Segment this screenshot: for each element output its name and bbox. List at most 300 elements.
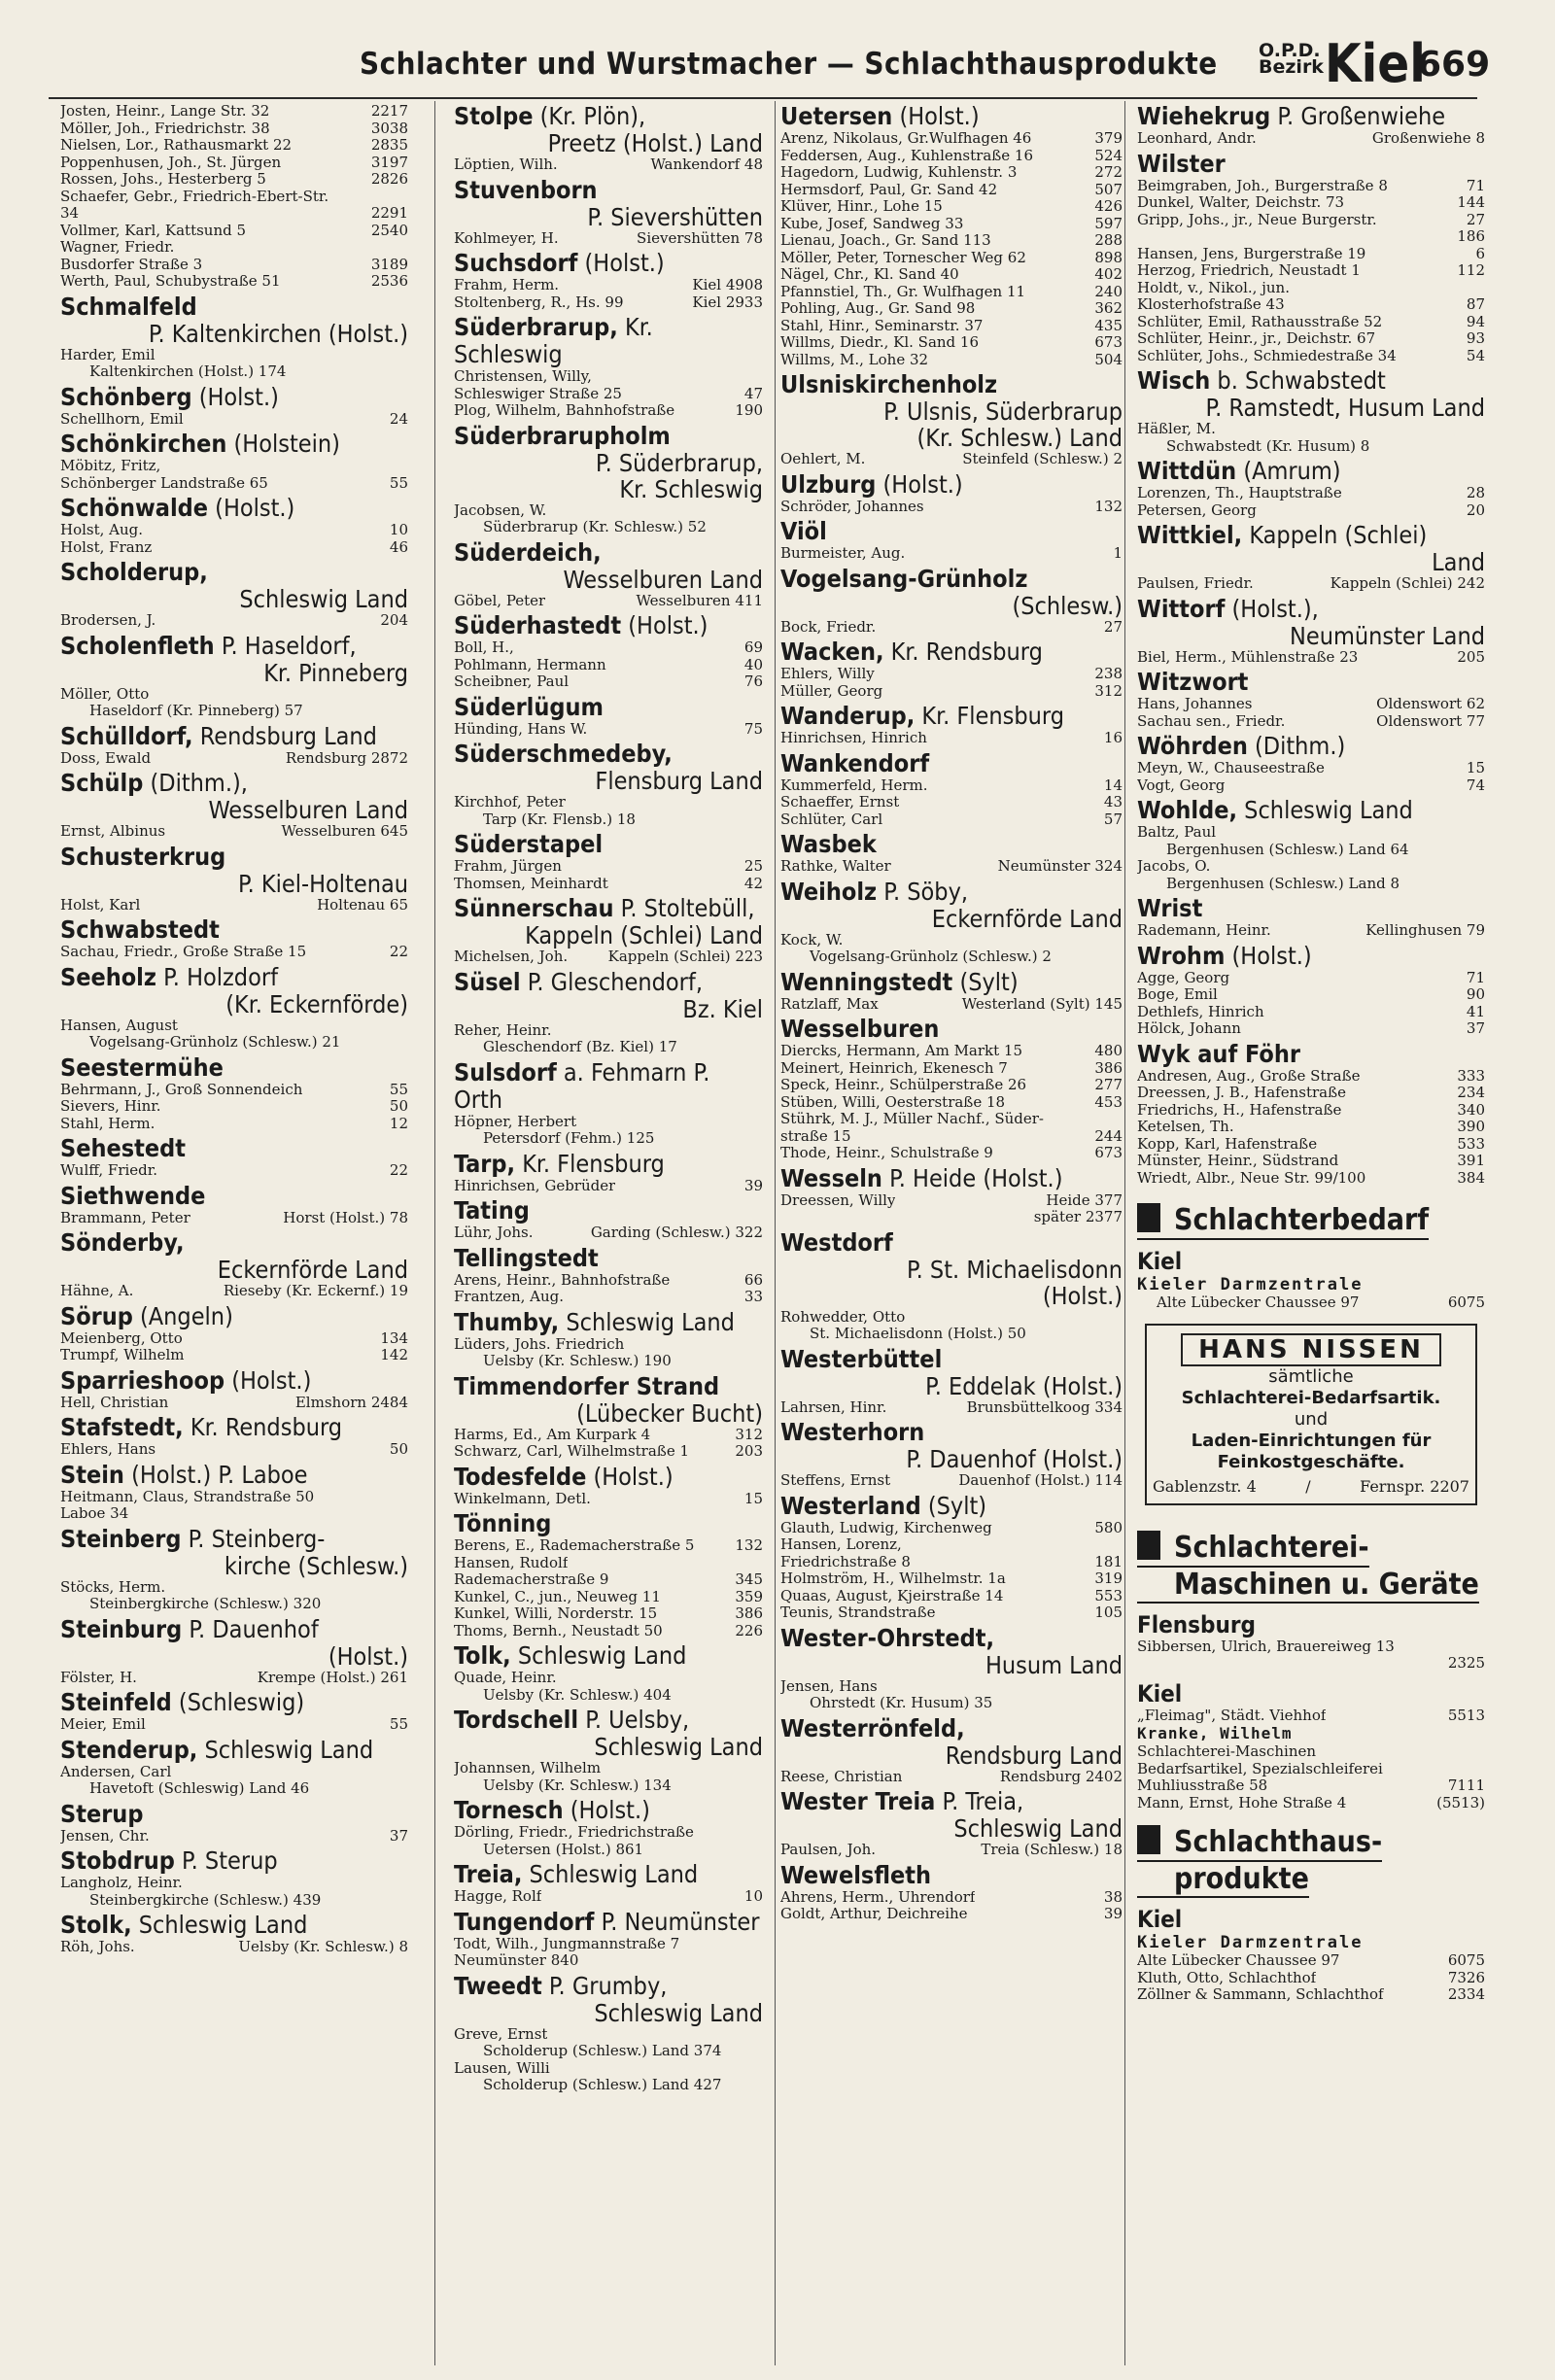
place-heading <box>60 1616 408 1643</box>
entry-phone: 7326 <box>1447 1968 1485 1986</box>
region-city: Kiel <box>1325 33 1426 94</box>
list-item <box>454 1272 763 1290</box>
place-heading <box>454 1861 763 1888</box>
entry-name: Uelsby (Kr. Schlesw.) 190 <box>483 1353 672 1369</box>
list-item <box>1137 1638 1485 1656</box>
entry-phone: Treia (Schlesw.) 18 <box>981 1841 1123 1858</box>
entry-name: Vogelsang-Grünholz (Schlesw.) 2 <box>810 949 1052 965</box>
entry-name: Schellhorn, Emil <box>60 410 184 428</box>
entry-name: Hermsdorf, Paul, Gr. Sand 42 <box>780 181 998 198</box>
list-item <box>60 1596 408 1613</box>
place-name: Wesseln <box>780 1163 882 1192</box>
entry-phone: 319 <box>1094 1569 1123 1587</box>
entry-phone <box>757 1760 763 1777</box>
entry-name: Meienberg, Otto <box>60 1329 183 1347</box>
place-heading <box>60 495 408 522</box>
list-item <box>60 1716 408 1734</box>
entry-phone: 288 <box>1094 231 1123 249</box>
entry-phone <box>402 1018 408 1035</box>
place-name: Tornesch <box>454 1796 564 1824</box>
place-heading <box>454 314 763 368</box>
place-qualifier: Schleswig Land <box>197 1735 374 1764</box>
list-item <box>454 1777 763 1795</box>
list-item <box>780 730 1123 747</box>
entry-phone: 203 <box>735 1442 763 1460</box>
list-item <box>454 1623 763 1640</box>
place-heading <box>780 103 1123 130</box>
place-name: Tungendorf <box>454 1907 595 1936</box>
list-item <box>60 1579 408 1597</box>
entry-name: Brodersen, J. <box>60 612 156 629</box>
entry-phone: 39 <box>743 1176 763 1194</box>
place-entry <box>454 1973 763 2094</box>
list-item <box>454 1842 763 1859</box>
city-heading: Kiel <box>1137 1679 1183 1707</box>
place-subheading: Bz. Kiel <box>682 994 763 1023</box>
list-item <box>780 300 1123 318</box>
entry-name: Klosterhofstraße 43 <box>1137 296 1285 313</box>
page-header <box>58 33 1497 94</box>
entry-name: Rademann, Heinr. <box>1137 922 1271 939</box>
entry-name: Bergenhusen (Schlesw.) Land 8 <box>1166 875 1400 892</box>
place-name: Steinberg <box>60 1524 182 1553</box>
entry-name: Ohrstedt (Kr. Husum) 35 <box>810 1695 993 1711</box>
place-qualifier: P. Gleschendorf, <box>520 967 703 996</box>
entry-phone: Rieseby (Kr. Eckernf.) 19 <box>223 1282 408 1299</box>
place-name: Westerbüttel <box>780 1344 943 1373</box>
entry-name: Boge, Emil <box>1137 986 1218 1003</box>
entry-phone: 181 <box>1094 1552 1123 1570</box>
place-qualifier: Kr. Flensburg <box>515 1149 665 1178</box>
bezirk-label: Bezirk <box>1259 56 1324 78</box>
entry-name: Hähne, A. <box>60 1283 134 1299</box>
list-item <box>60 1670 408 1687</box>
place-heading <box>454 250 763 277</box>
place-heading <box>60 384 408 411</box>
place-entry <box>454 1309 763 1370</box>
list-item <box>780 858 1123 876</box>
list-item <box>780 1842 1123 1859</box>
entry-phone <box>402 703 408 720</box>
entry-name: Doss, Ewald <box>60 749 152 767</box>
list-item <box>60 1780 408 1798</box>
entry-phone: Kiel 2933 <box>692 293 763 311</box>
place-entry <box>60 1229 408 1300</box>
place-entry <box>780 471 1123 516</box>
entry-phone: später 2377 <box>1033 1208 1123 1225</box>
list-item <box>60 1210 408 1227</box>
entry-name: Uelsby (Kr. Schlesw.) 134 <box>483 1776 672 1794</box>
list-item <box>1137 228 1485 246</box>
entry-name: Hinrichsen, Hinrich <box>780 730 927 746</box>
entry-name: Wriedt, Albr., Neue Str. 99/100 <box>1137 1169 1366 1187</box>
place-subheading: Eckernförde Land <box>217 1256 408 1284</box>
entry-phone: 524 <box>1094 146 1123 164</box>
place-entry <box>780 831 1123 876</box>
place-subheading: Wesselburen Land <box>208 796 408 824</box>
entry-phone <box>757 1842 763 1859</box>
place-heading <box>780 566 1123 593</box>
place-name: Süderlügum <box>454 692 604 721</box>
place-name: Schülp <box>60 769 144 797</box>
list-item <box>1137 348 1485 365</box>
list-item <box>60 155 408 172</box>
place-entry <box>454 103 763 174</box>
place-name: Stenderup, <box>60 1735 198 1764</box>
entry-phone: Kiel 4908 <box>692 276 763 293</box>
list-item <box>60 1441 408 1459</box>
entry-name: Stahl, Herm. <box>60 1115 156 1132</box>
list-item <box>1137 1068 1485 1086</box>
place-name: Wankendorf <box>780 748 930 777</box>
place-entry <box>454 895 763 966</box>
entry-phone: 205 <box>1457 647 1485 666</box>
entry-phone: 74 <box>1466 776 1485 794</box>
entry-phone: 27 <box>1103 617 1123 636</box>
list-item <box>60 347 408 364</box>
list-item <box>780 451 1123 468</box>
list-item <box>780 284 1123 301</box>
entry-name: Thoms, Bernh., Neustadt 50 <box>454 1622 663 1639</box>
place-entry <box>60 384 408 429</box>
place-heading <box>780 1715 1123 1742</box>
entry-name: Vogelsang-Grünholz (Schlesw.) 21 <box>89 1034 341 1051</box>
entry-name: Hinrichsen, Gebrüder <box>454 1177 616 1194</box>
entry-phone: Kellinghusen 79 <box>1365 921 1485 939</box>
place-entry <box>60 495 408 556</box>
place-entry <box>1137 151 1485 365</box>
place-heading <box>60 723 408 750</box>
place-name: Wittdün <box>1137 457 1237 485</box>
place-heading <box>780 969 1123 996</box>
entry-phone: 57 <box>1103 810 1123 828</box>
place-qualifier: P. Söby, <box>877 877 969 906</box>
place-qualifier: Kr. Schleswig <box>454 313 653 368</box>
entry-name: Leonhard, Andr. <box>1137 130 1257 147</box>
place-subheading: P. Eddelak (Holst.) <box>925 1371 1123 1400</box>
list-item <box>60 1395 408 1412</box>
column-divider <box>1124 101 1125 2365</box>
list-item <box>1137 330 1485 348</box>
list-item <box>454 1687 763 1705</box>
place-name: Tating <box>454 1196 530 1224</box>
entry-phone: 94 <box>1466 312 1485 330</box>
entry-phone <box>757 794 763 811</box>
place-subheading: (Kr. Schlesw.) Land <box>916 424 1123 452</box>
list-item <box>780 216 1123 233</box>
list-item <box>60 103 408 121</box>
place-name: Viöl <box>780 517 827 545</box>
place-heading <box>454 1510 763 1537</box>
place-heading <box>60 964 408 991</box>
entry-phone: 504 <box>1094 350 1123 368</box>
place-name: Seeholz <box>60 962 156 991</box>
place-heading <box>60 770 408 797</box>
list-item <box>1137 1119 1485 1136</box>
place-entry <box>780 518 1123 563</box>
section-heading-maschinen-2: Maschinen u. Geräte <box>1137 1568 1479 1604</box>
entry-name: Steinbergkirche (Schlesw.) 320 <box>89 1596 322 1612</box>
list-item <box>1137 212 1485 229</box>
entry-name: Häßler, M. <box>1137 421 1216 437</box>
list-item <box>1137 649 1485 667</box>
place-subheading: Kr. Schleswig <box>619 474 763 503</box>
entry-phone: 22 <box>389 943 408 960</box>
entry-name: Ehlers, Hans <box>60 1441 156 1458</box>
place-name: Süsel <box>454 967 521 996</box>
place-entry <box>1137 367 1485 455</box>
entry-name: Burmeister, Aug. <box>780 545 906 562</box>
list-item <box>454 2060 763 2078</box>
entry-name: Bock, Friedr. <box>780 618 877 636</box>
place-name: Schönberg <box>60 382 192 411</box>
place-heading <box>780 703 1123 730</box>
list-item <box>1137 485 1485 502</box>
entry-phone: (5513) <box>1436 1793 1485 1811</box>
list-item <box>780 1399 1123 1417</box>
entry-phone: 507 <box>1094 180 1123 198</box>
entry-phone: Rendsburg 2872 <box>285 748 408 767</box>
list-item <box>454 156 763 174</box>
entry-name: Busdorfer Straße 3 <box>60 256 203 273</box>
list-item <box>60 171 408 189</box>
place-entry <box>780 566 1123 637</box>
entry-phone: 50 <box>389 1097 408 1115</box>
entry-name: Meinert, Heinrich, Ekenesch 7 <box>780 1059 1008 1077</box>
place-entry <box>1137 669 1485 730</box>
entry-phone: Sievershütten 78 <box>637 228 763 247</box>
place-name: Wacken, <box>780 638 884 666</box>
entry-name: Reher, Heinr. <box>454 1021 552 1039</box>
entry-phone: 597 <box>1094 214 1123 232</box>
entry-name: Holmström, H., Wilhelmstr. 1a <box>780 1570 1006 1587</box>
column-3 <box>780 103 1123 2377</box>
entry-phone: 5513 <box>1447 1706 1485 1724</box>
entry-phone: Wankendorf 48 <box>650 155 763 173</box>
entry-phone: Wesselburen 645 <box>281 822 408 840</box>
list-item <box>60 1098 408 1116</box>
place-heading <box>60 1054 408 1082</box>
list-item <box>454 294 763 312</box>
entry-phone: 47 <box>743 384 763 402</box>
entry-phone <box>1479 438 1485 456</box>
place-entry <box>60 431 408 492</box>
entry-phone: Heide 377 <box>1046 1190 1123 1209</box>
list-item <box>454 2077 763 2094</box>
entry-name: straße 15 <box>780 1127 851 1145</box>
list-item <box>454 1491 763 1508</box>
place-heading <box>454 103 763 130</box>
place-heading <box>780 1493 1123 1520</box>
entry-phone: Kappeln (Schlei) 223 <box>607 948 763 965</box>
list-item <box>780 683 1123 701</box>
entry-phone: 42 <box>743 874 763 892</box>
entry-name: Rademacherstraße 9 <box>454 1571 609 1588</box>
ad-firm-name: HANS NISSEN <box>1181 1333 1441 1366</box>
entry-name: Steinbergkirche (Schlesw.) 439 <box>89 1891 322 1909</box>
list-item <box>60 458 408 475</box>
entry-name: Sachau, Friedr., Große Straße 15 <box>60 944 307 960</box>
list-item <box>780 232 1123 250</box>
entry-phone: 22 <box>389 1161 408 1179</box>
entry-name: Sievers, Hinr. <box>60 1098 161 1115</box>
entry-name: Möller, Otto <box>60 685 150 703</box>
place-name: Westerland <box>780 1491 921 1520</box>
entry-phone <box>402 1034 408 1052</box>
list-item <box>1137 1655 1485 1673</box>
entry-name: Hagedorn, Ludwig, Kuhlenstr. 3 <box>780 164 1018 181</box>
entry-phone: 55 <box>389 1080 408 1098</box>
place-heading <box>454 539 763 567</box>
place-subheading: Preetz (Holst.) Land <box>547 129 763 157</box>
entry-phone: Garding (Schlesw.) 322 <box>590 1224 763 1241</box>
list-item <box>454 1336 763 1354</box>
place-qualifier: P. Treia, <box>935 1787 1024 1815</box>
entry-name: Müller, Georg <box>780 682 883 700</box>
place-entry <box>60 1367 408 1412</box>
list-item <box>454 1589 763 1606</box>
entry-phone: 2826 <box>370 170 408 188</box>
place-name: Schülldorf, <box>60 721 193 750</box>
entry-phone: Elmshorn 2484 <box>294 1393 408 1411</box>
entry-phone: 2835 <box>370 136 408 154</box>
place-entry <box>60 1054 408 1133</box>
place-name: Süderbrarupholm <box>454 421 671 450</box>
place-heading <box>454 1309 763 1336</box>
entry-phone <box>757 1039 763 1056</box>
entry-name: Uelsby (Kr. Schlesw.) 404 <box>483 1686 672 1704</box>
list-item <box>780 198 1123 216</box>
entry-name: Schleswiger Straße 25 <box>454 385 622 402</box>
firm-name: Kranke, Wilhelm <box>1137 1724 1293 1742</box>
place-subheading: P. Kiel-Holtenau <box>237 869 408 898</box>
place-name: Sehestedt <box>60 1134 186 1162</box>
place-qualifier: (Angeln) <box>132 1301 233 1330</box>
entry-name: Poppenhusen, Joh., St. Jürgen <box>60 154 282 171</box>
list-item <box>780 777 1123 795</box>
entry-phone: 204 <box>380 611 408 629</box>
place-entry <box>780 1229 1123 1343</box>
place-entry <box>60 1303 408 1364</box>
city-heading: Kiel <box>1137 1906 1183 1933</box>
entry-name: Andersen, Carl <box>60 1763 172 1780</box>
place-heading <box>60 559 408 586</box>
section-heading-produkte-2: produkte <box>1137 1862 1309 1898</box>
place-entry <box>60 1183 408 1227</box>
entry-name: „Fleimag", Städt. Viehhof <box>1137 1707 1327 1724</box>
entry-name: Stöcks, Herm. <box>60 1578 166 1596</box>
entry-phone <box>757 1130 763 1148</box>
place-heading <box>454 1973 763 2000</box>
section-heading-schlachterbedarf: Schlachterbedarf <box>1137 1203 1429 1240</box>
place-heading <box>60 1801 408 1828</box>
list-item <box>780 619 1123 637</box>
place-subheading: P. Süderbrarup, <box>595 448 763 477</box>
entry-phone: 1 <box>1113 544 1123 562</box>
list-item <box>780 1906 1123 1923</box>
place-entry <box>60 964 408 1052</box>
entry-name: Bergenhusen (Schlesw.) Land 64 <box>1166 841 1409 858</box>
entry-phone: 238 <box>1094 665 1123 682</box>
list-item <box>454 1178 763 1195</box>
place-heading <box>60 1229 408 1257</box>
place-heading <box>454 1797 763 1824</box>
entry-phone: 7111 <box>1447 1776 1485 1794</box>
column-2 <box>454 103 763 2377</box>
entry-name: Dreessen, Willy <box>780 1191 896 1209</box>
entry-phone: 38 <box>1103 1887 1123 1906</box>
list-item <box>780 352 1123 369</box>
place-heading <box>454 694 763 721</box>
place-name: Wohlde, <box>1137 796 1238 824</box>
entry-phone: 362 <box>1094 299 1123 317</box>
place-heading <box>60 1689 408 1716</box>
ad-line: Feinkostgeschäfte. <box>1217 1451 1405 1472</box>
place-heading <box>454 177 763 204</box>
place-name: Schusterkrug <box>60 842 226 871</box>
entry-name: Teunis, Strandstraße <box>780 1604 936 1621</box>
entry-phone: 93 <box>1466 329 1485 347</box>
entry-phone <box>402 1875 408 1892</box>
entry-name: Alte Lübecker Chaussee 97 <box>1137 1952 1340 1969</box>
place-subheading: P. Sievershütten <box>587 202 763 231</box>
place-entry <box>60 1135 408 1180</box>
place-entry <box>780 1788 1123 1859</box>
place-name: Süderstapel <box>454 830 604 858</box>
entry-name: Plog, Wilhelm, Bahnhofstraße <box>454 402 675 419</box>
place-subheading: Husum Land <box>985 1650 1123 1679</box>
place-heading <box>1137 151 1485 178</box>
place-entry <box>454 1151 763 1195</box>
list-item <box>1137 1743 1485 1761</box>
entry-name: Uetersen (Holst.) 861 <box>483 1841 644 1858</box>
entry-name: Schlüter, Johs., Schmiedestraße 34 <box>1137 347 1397 364</box>
entry-name: Jacobs, O. <box>1137 858 1211 875</box>
entry-name: Kock, W. <box>780 931 844 949</box>
place-heading <box>60 1847 408 1875</box>
place-name: Stolpe <box>454 103 534 130</box>
list-item <box>780 794 1123 811</box>
entry-phone: 402 <box>1094 265 1123 283</box>
entry-phone <box>757 1670 763 1687</box>
list-item <box>780 1678 1123 1696</box>
list-item <box>780 1209 1123 1226</box>
entry-phone: Rendsburg 2402 <box>999 1767 1123 1785</box>
entry-name: Lienau, Joach., Gr. Sand 113 <box>780 232 991 249</box>
list-item <box>454 1888 763 1906</box>
entry-name: Meyn, W., Chauseestraße <box>1137 760 1325 776</box>
section-heading-schlachthausprodukte: Schlachthaus- <box>1137 1825 1382 1862</box>
place-subheading: Land <box>1432 548 1485 576</box>
entry-name: Ratzlaff, Max <box>780 995 879 1013</box>
entry-phone <box>1117 949 1123 966</box>
section-heading-maschinen: Schlachterei- <box>1137 1531 1369 1568</box>
place-subheading: Wesselburen Land <box>563 565 763 594</box>
entry-name: Dreessen, J. B., Hafenstraße <box>1137 1085 1346 1101</box>
place-heading <box>454 423 763 450</box>
list-item <box>1137 575 1485 593</box>
entry-phone: 16 <box>1103 729 1123 746</box>
entry-phone <box>1479 1743 1485 1761</box>
column-divider <box>775 101 776 2365</box>
place-subheading: (Holst.) <box>1042 1281 1123 1310</box>
place-heading <box>454 1373 763 1400</box>
list-item <box>454 386 763 403</box>
place-heading <box>60 1303 408 1330</box>
entry-phone: 2217 <box>370 103 408 120</box>
entry-name: Quade, Heinr. <box>454 1670 557 1686</box>
place-entry <box>1137 522 1485 593</box>
